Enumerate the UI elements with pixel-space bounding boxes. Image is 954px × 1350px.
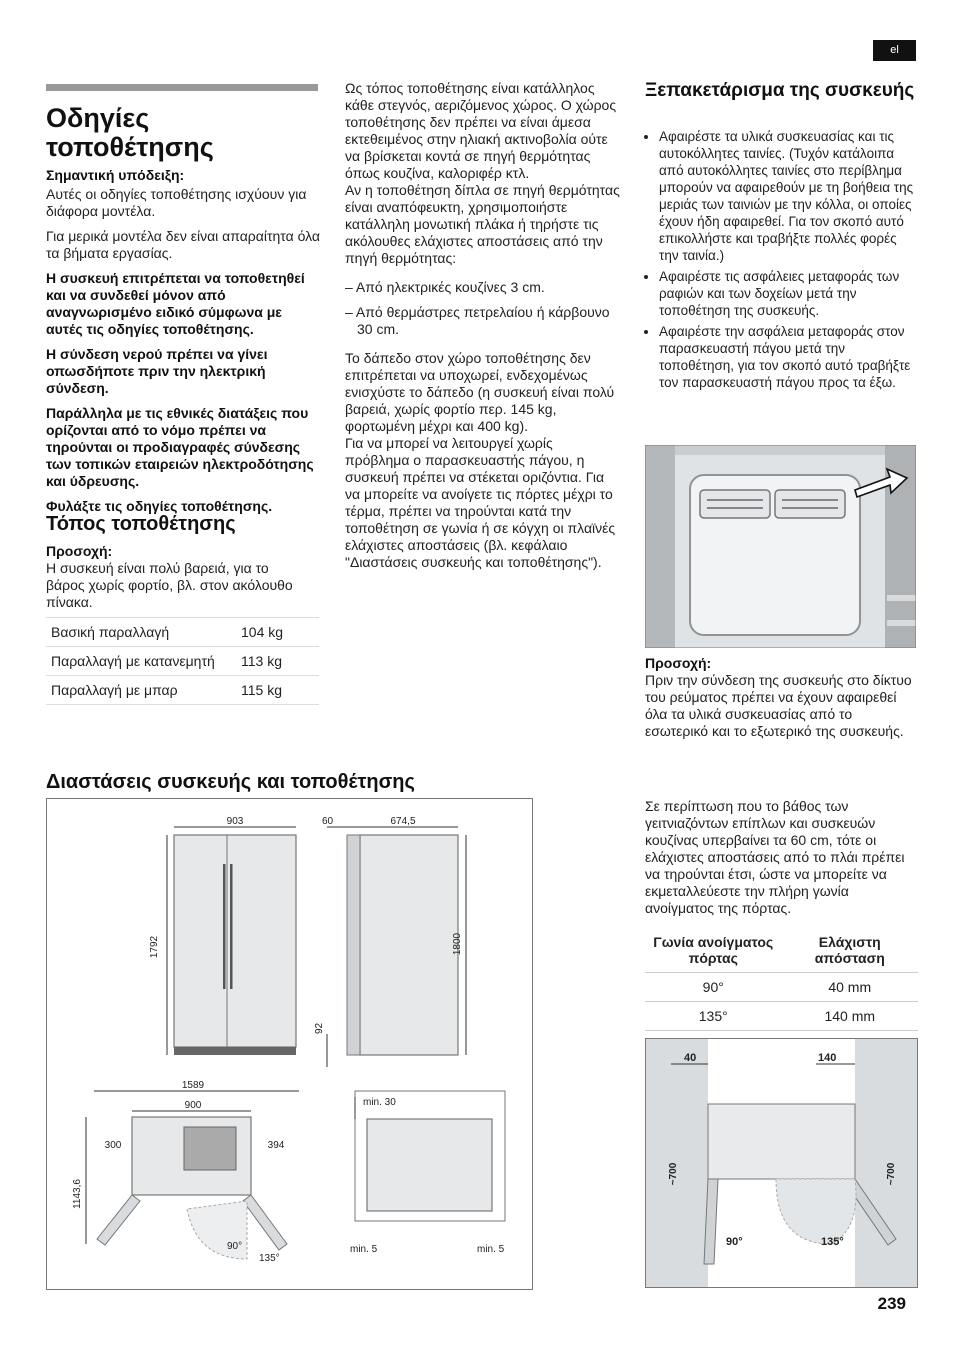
intro-text-2: Για μερικά μοντέλα δεν είναι απαραίτητα όλα τα βήματα εργασίας.: [46, 228, 321, 261]
unpack-caution-label: Προσοχή:: [645, 655, 712, 671]
label-1143: 1143,6: [72, 1179, 83, 1209]
angle-cell: 135°: [645, 1002, 782, 1031]
label-135-plan: 135°: [259, 1253, 280, 1264]
label-min5-right: min. 5: [477, 1244, 505, 1255]
table-header: [645, 932, 918, 973]
language-badge: el: [873, 40, 916, 61]
weight-cell: 115 kg: [236, 676, 319, 705]
label-300: 300: [104, 1140, 122, 1151]
label-1800: 1800: [452, 932, 463, 956]
warning-text-2: Η σύνδεση νερού πρέπει να γίνει οπωσδήποτε πριν την ηλεκτρική σύνδεση.: [46, 346, 268, 396]
title-rule: [46, 84, 318, 91]
label-900: 900: [184, 1100, 202, 1111]
variant-cell: Βασική παραλλαγή: [46, 618, 236, 647]
label-1792: 1792: [149, 935, 160, 959]
label-394: 394: [267, 1140, 285, 1151]
list-item: • Αφαιρέστε τις ασφάλειες μεταφοράς των ραφιών και των δοχείων μετά την τοποθέτηση της συσκευής.: [659, 268, 917, 319]
variant-cell: Παραλλαγή με κατανεμητή: [46, 647, 236, 676]
location-column: [345, 80, 620, 571]
weight-table: [46, 617, 319, 705]
warning-text-1: Η συσκευή επιτρέπεται να τοποθετηθεί και να συνδεθεί μόνον από αναγνωρισμένο ειδικό σύμφωνα με αυτές τις οδηγίες τοποθέτησης.: [46, 270, 305, 337]
unpack-caution-text: Πριν την σύνδεση της συσκευής στο δίκτυο του ρεύματος πρέπει να έχουν αφαιρεθεί όλα τα υλικά συσκευασίας από το εσωτερικό και το εξωτερικό της συσκευής.: [645, 672, 912, 739]
note-heading: Σημαντική υπόδειξη:: [46, 167, 185, 183]
distance-item-1: – Από ηλεκτρικές κουζίνες 3 cm.: [345, 279, 545, 295]
label-90-plan: 90°: [227, 1241, 243, 1252]
site-caution-label: Προσοχή:: [46, 543, 113, 559]
distance-cell: 40 mm: [782, 973, 919, 1002]
weight-cell: 104 kg: [236, 618, 319, 647]
angle-table: [645, 932, 918, 1031]
site-caution: [46, 543, 306, 611]
label-135-corner: 135°: [821, 1236, 844, 1248]
unpacking-list: [645, 128, 917, 395]
unpack-caution: [645, 655, 917, 740]
table-row: [46, 618, 319, 647]
weight-cell: 113 kg: [236, 647, 319, 676]
corner-diagram: [645, 1038, 918, 1288]
label-92: 92: [314, 1022, 325, 1034]
distance-cell: 140 mm: [782, 1002, 919, 1031]
label-700-left: ~700: [668, 1162, 679, 1186]
level-text: Για να μπορεί να λειτουργεί χωρίς πρόβλημα ο παρασκευαστής πάγου, η συσκευή πρέπει να στέκεται οριζόντια. Για να μπορείτε να ανοίγετε τις πόρτες μέχρι το τέρμα, πρέπει να τηρούνται κατά την τοποθέτηση σε γωνία ή σε κόγχη οι πλαϊνές ελάχιστες αποστάσεις (βλ. κεφάλαιο "Διαστάσεις συσκευής και τοποθέτησης").: [345, 435, 616, 570]
label-140: 140: [818, 1052, 837, 1064]
icemaker-photo: [645, 445, 916, 648]
site-heading: Τόπος τοποθέτησης: [46, 513, 236, 535]
distance-item-2: – Από θερμάστρες πετρελαίου ή κάρβουνο 30 cm.: [345, 304, 610, 337]
warning-text-4: Φυλάξτε τις οδηγίες τοποθέτησης.: [46, 498, 273, 514]
list-item: • Αφαιρέστε τα υλικά συσκευασίας και τις αυτοκόλλητες ταινίες. (Τυχόν κατάλοιπα από αυτοκόλλητες ταινίες στο περίβλημα μπορούν να αφαιρεθούν με τη βοήθεια της μεριάς των ταινιών με την κόλλα, οι οποίες έχουν ήδη αφαιρεθεί. Για τον σκοπό αυτό επικολλήστε και τραβήξτε πολλές φορές την ταινία.): [659, 128, 917, 264]
page-title: Οδηγίες τοποθέτησης: [46, 103, 214, 162]
location-text-1: Ως τόπος τοποθέτησης είναι κατάλληλος κάθε στεγνός, αεριζόμενος χώρος. Ο χώρος τοποθέτησης δεν πρέπει να είναι άμεσα εκτεθειμένος στην ηλιακή ακτινοβολία ούτε να βρίσκεται κοντά σε πηγή θερμότητας όπως κουζίνα, καλοριφέρ κτλ.: [345, 80, 617, 181]
table-row: [46, 676, 319, 705]
table-row: [645, 1002, 918, 1031]
label-40: 40: [684, 1052, 697, 1064]
label-60: 60: [322, 816, 334, 827]
variant-cell: Παραλλαγή με μπαρ: [46, 676, 236, 705]
label-674: 674,5: [390, 816, 416, 827]
table-row: [46, 647, 319, 676]
table-row: [645, 973, 918, 1002]
dimensions-diagram: [46, 798, 533, 1290]
label-90-corner: 90°: [726, 1236, 743, 1248]
depth-note: Σε περίπτωση που το βάθος των γειτνιαζόντων επίπλων και συσκευών κουζίνας υπερβαίνει τα 60 cm, τότε οι ελάχιστες αποστάσεις από το πλάι πρέπει να τηρούνται έτσι, ώστε να μπορείτε να εκμεταλλεύεστε την πλήρη γωνία ανοίγματος της πόρτας.: [645, 798, 905, 916]
intro-column: [46, 167, 320, 523]
dimensions-heading: Διαστάσεις συσκευής και τοποθέτησης: [46, 771, 415, 793]
location-text-2: Αν η τοποθέτηση δίπλα σε πηγή θερμότητας είναι αναπόφευκτη, χρησιμοποιήστε κατάλληλη μονωτική πλάκα ή τηρήστε τις ακόλουθες ελάχιστες αποστάσεις από την πηγή θερμότητας:: [345, 182, 620, 266]
floor-text: Το δάπεδο στον χώρο τοποθέτησης δεν επιτρέπεται να υποχωρεί, ενδεχομένως ενισχύστε το δάπεδο (η συσκευή είναι πολύ βαρειά, χωρίς φορτίο περ. 145 kg, φορτωμένη μέχρι και 400 kg).: [345, 350, 615, 434]
intro-text-1: Αυτές οι οδηγίες τοποθέτησης ισχύουν για διάφορα μοντέλα.: [46, 186, 307, 219]
label-min5-left: min. 5: [350, 1244, 378, 1255]
label-700-right: ~700: [886, 1162, 897, 1186]
page-number: 239: [877, 1294, 906, 1313]
label-min30: min. 30: [363, 1097, 396, 1108]
site-caution-text: Η συσκευή είναι πολύ βαρειά, για το βάρος χωρίς φορτίο, βλ. στον ακόλουθο πίνακα.: [46, 560, 293, 610]
unpacking-heading: Ξεπακετάρισμα της συσκευής: [645, 80, 915, 101]
warning-text-3: Παράλληλα με τις εθνικές διατάξεις που ορίζονται από το νόμο πρέπει να τηρούνται οι προδιαγραφές σύνδεσης των τοπικών εταιρειών ηλεκτροδότησης και ύδρευσης.: [46, 405, 314, 489]
list-item: • Αφαιρέστε την ασφάλεια μεταφοράς στον παρασκευαστή πάγου μετά την τοποθέτηση, για τον σκοπό αυτό τραβήξτε τον παρασκευαστή πάγου προς τα έξω.: [659, 323, 917, 391]
distance-header: Ελάχιστη απόσταση: [814, 934, 885, 966]
label-903: 903: [226, 816, 244, 827]
label-1589: 1589: [181, 1080, 205, 1091]
angle-cell: 90°: [645, 973, 782, 1002]
angle-header: Γωνία ανοίγματος πόρτας: [653, 934, 774, 966]
